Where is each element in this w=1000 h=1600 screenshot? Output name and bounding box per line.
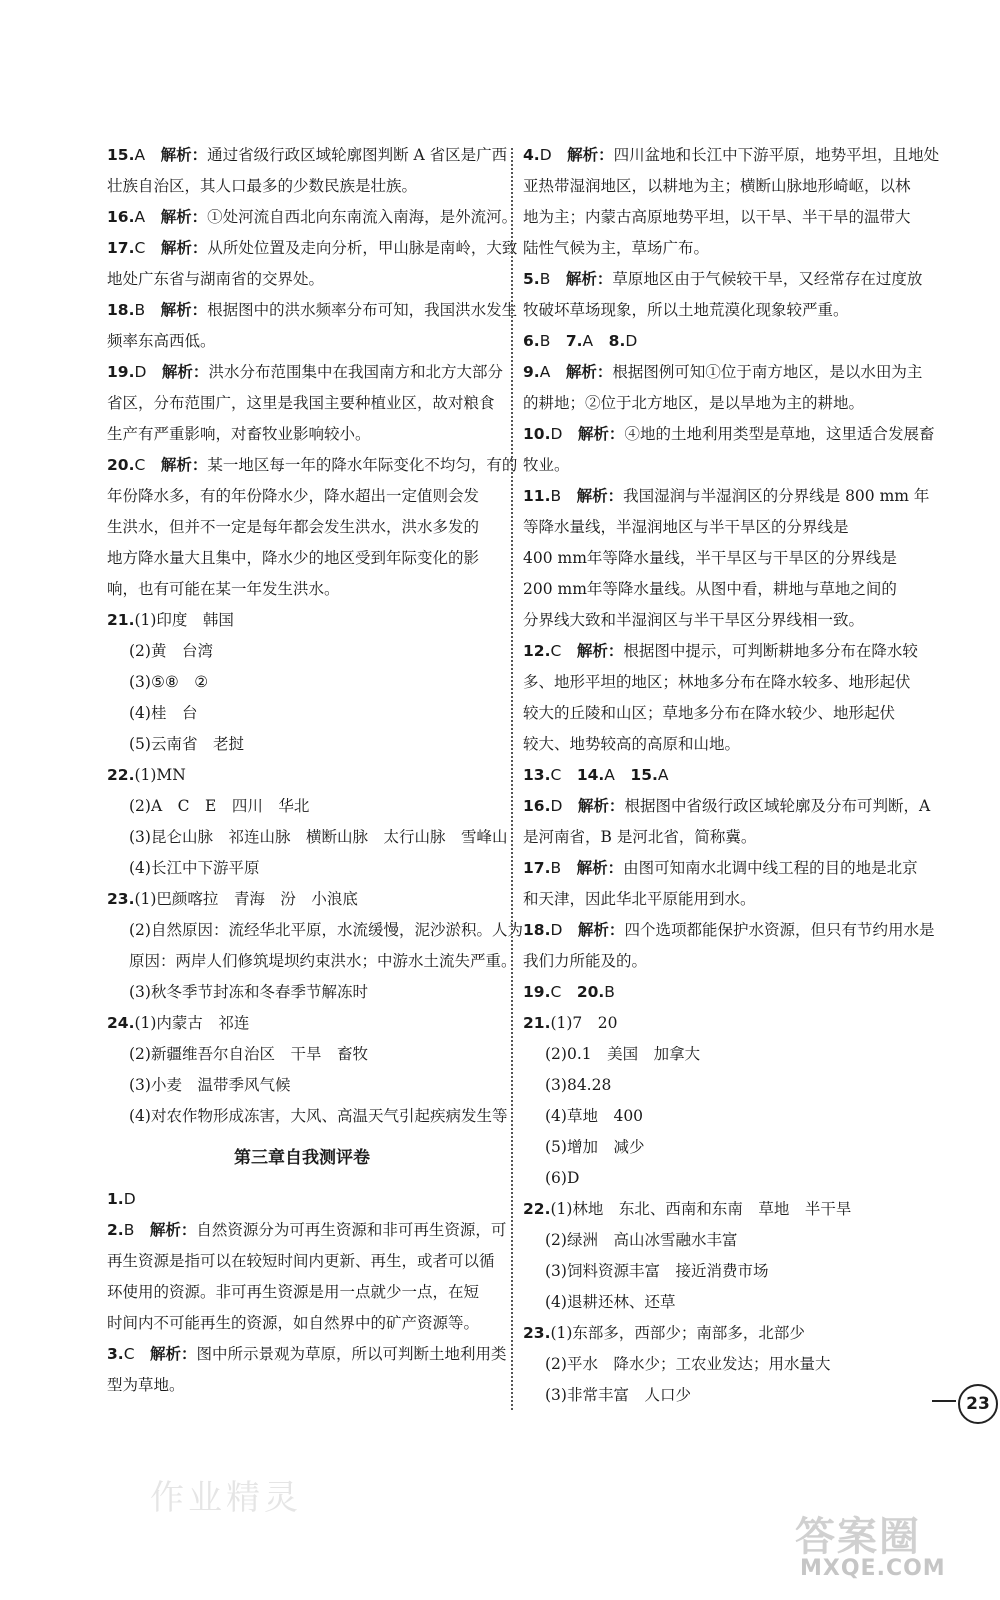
answer-line: [523, 884, 918, 915]
sub-answer-entry: [523, 1318, 918, 1411]
sub-answer-line: [107, 1101, 508, 1132]
sub-answer-entry: [107, 884, 523, 1008]
sub-answer-text: (4)长江中下游平原: [129, 859, 260, 877]
answer-line: [107, 1308, 497, 1339]
sub-answer-line: [107, 1070, 497, 1101]
question-number: 23.: [107, 890, 135, 908]
explanation-text: 再生资源是指可以在较短时间内更新、再生，或者可以循: [107, 1252, 495, 1270]
sub-answer-text: (1)MN: [134, 766, 186, 784]
explanation-text: 环使用的资源。非可再生资源是用一点就少一点，在短: [107, 1283, 480, 1301]
answer-choice: C: [123, 1345, 135, 1363]
question-number: 23.: [523, 1324, 551, 1342]
analysis-label: 解析：: [160, 456, 208, 474]
sub-answer-text: (3)小麦 温带季风气候: [129, 1076, 291, 1094]
analysis-label: 解析：: [576, 642, 624, 660]
question-number: 21.: [107, 611, 135, 629]
answer-entry: [523, 853, 918, 915]
sub-answer-text: (1)内蒙古 祁连: [134, 1014, 250, 1032]
sub-answer-line: [107, 884, 497, 915]
explanation-text: 草原地区由于气候较干旱，又经常存在过度放: [612, 270, 923, 288]
answer-line: [107, 450, 518, 481]
answer-entry: [523, 419, 935, 481]
analysis-label: 解析：: [577, 425, 625, 443]
sub-answer-line: [523, 1287, 918, 1318]
answer-line: [107, 202, 518, 233]
question-number: 18.: [523, 921, 551, 939]
explanation-text: 通过省级行政区域轮廓图判断 A 省区是广西: [207, 146, 508, 164]
answer-line: [523, 543, 918, 574]
explanation-text: ④地的土地利用类型是草地，这里适合发展畜: [624, 425, 935, 443]
answer-line: [107, 512, 497, 543]
sub-answer-text: (3)84.28: [545, 1076, 612, 1094]
answer-line: [107, 1370, 497, 1401]
sub-answer-line: [523, 1039, 918, 1070]
answer-line: [107, 481, 497, 512]
answer-line: [523, 357, 923, 388]
sub-answer-text: (2)新疆维吾尔自治区 干旱 畜牧: [129, 1045, 368, 1063]
answer-choice: D: [550, 797, 563, 815]
answer-line: [523, 295, 918, 326]
sub-answer-text: 原因：两岸人们修筑堤坝约束洪水；中游水土流失严重。: [129, 952, 517, 970]
answer-choice: C: [550, 642, 562, 660]
explanation-text: 壮族自治区，其人口最多的少数民族是壮族。: [107, 177, 418, 195]
explanation-text: 由图可知南水北调中线工程的目的地是北京: [623, 859, 918, 877]
sub-answer-entry: [523, 1008, 918, 1194]
explanation-text: 是河南省，B 是河北省，简称冀。: [523, 828, 757, 846]
answer-choice: B: [123, 1221, 135, 1239]
answer-choice: B: [539, 332, 551, 350]
explanation-text: 地处广东省与湖南省的交界处。: [107, 270, 325, 288]
sub-answer-entry: [107, 605, 497, 760]
explanation-text: 洪水分布范围集中在我国南方和北方大部分: [208, 363, 503, 381]
analysis-label: 解析：: [160, 208, 208, 226]
explanation-text: 型为草地。: [107, 1376, 185, 1394]
question-number: 20.: [576, 983, 605, 1001]
answer-line: [523, 822, 918, 853]
short-answers-row: [107, 1184, 497, 1215]
answer-choice: B: [604, 983, 615, 1001]
watermark-url: MXQE.COM: [800, 1556, 946, 1581]
sub-answer-text: (6)D: [545, 1169, 580, 1187]
sub-answer-line: [107, 977, 497, 1008]
question-number: 15.: [630, 766, 658, 784]
sub-answer-text: (1)东部多，西部少；南部多，北部少: [550, 1324, 805, 1342]
answer-entry: [107, 357, 503, 450]
answer-line: [523, 977, 918, 1008]
question-number: 17.: [107, 239, 135, 257]
sub-answer-line: [107, 729, 497, 760]
sub-answer-text: (2)平水 降水少；工农业发达；用水量大: [545, 1355, 831, 1373]
answer-choice: D: [539, 146, 552, 164]
page-number-dash: [932, 1400, 956, 1402]
explanation-text: 的耕地；②位于北方地区，是以旱地为主的耕地。: [523, 394, 865, 412]
explanation-text: 省区，分布范围广，这里是我国主要种植业区，故对粮食: [107, 394, 495, 412]
sub-answer-text: (5)增加 减少: [545, 1138, 645, 1156]
explanation-text: 生洪水，但并不一定是每年都会发生洪水，洪水多发的: [107, 518, 480, 536]
answer-line: [523, 264, 923, 295]
answer-line: [107, 140, 508, 171]
explanation-text: 地为主；内蒙古高原地势平坦，以干旱、半干旱的温带大: [523, 208, 911, 226]
question-number: 15.: [107, 146, 135, 164]
right-column: [523, 140, 940, 1411]
question-number: 19.: [107, 363, 135, 381]
question-number: 7.: [565, 332, 583, 350]
question-number: 16.: [107, 208, 135, 226]
answer-choice: A: [134, 208, 146, 226]
answer-line: [523, 512, 918, 543]
analysis-label: 解析：: [576, 859, 624, 877]
question-number: 10.: [523, 425, 551, 443]
answer-line: [107, 171, 497, 202]
explanation-text: 生产有严重影响，对畜牧业影响较小。: [107, 425, 371, 443]
sub-answer-text: (1)林地 东北、西南和东南 草地 半干旱: [550, 1200, 852, 1218]
explanation-text: 从所处位置及走向分析，甲山脉是南岭，大致: [207, 239, 518, 257]
sub-answer-entry: [107, 1008, 508, 1132]
answer-choice: D: [134, 363, 147, 381]
explanation-text: 较大的丘陵和山区；草地多分布在降水较少、地形起伏: [523, 704, 896, 722]
question-number: 1.: [107, 1190, 124, 1208]
sub-answer-text: (4)对农作物形成冻害，大风、高温天气引起疾病发生等: [129, 1107, 508, 1125]
answer-line: [523, 326, 918, 357]
sub-answer-text: (2)绿洲 高山冰雪融水丰富: [545, 1231, 738, 1249]
analysis-label: 解析：: [150, 1345, 197, 1363]
explanation-text: 我国湿润与半湿润区的分界线是 800 mm 年: [623, 487, 930, 505]
explanation-text: 牧业。: [523, 456, 570, 474]
sub-answer-line: [523, 1163, 918, 1194]
analysis-label: 解析：: [577, 921, 625, 939]
question-number: 5.: [523, 270, 540, 288]
answer-entry: [523, 357, 923, 419]
answer-line: [523, 915, 935, 946]
answer-line: [523, 791, 931, 822]
explanation-text: 200 mm年等降水量线。从图中看，耕地与草地之间的: [523, 580, 897, 598]
sub-answer-text: (3)⑤⑧ ②: [129, 673, 209, 691]
explanation-text: 四个选项都能保护水资源，但只有节约用水是: [624, 921, 935, 939]
explanation-text: 四川盆地和长江中下游平原，地势平坦，且地处: [613, 146, 940, 164]
answer-line: [107, 1277, 497, 1308]
sub-answer-line: [107, 915, 523, 946]
answer-choice: D: [550, 425, 563, 443]
answer-line: [107, 1215, 507, 1246]
explanation-text: 根据图中提示，可判断耕地多分布在降水较: [623, 642, 918, 660]
question-number: 8.: [608, 332, 626, 350]
explanation-text: 年份降水多，有的年份降水少，降水超出一定值则会发: [107, 487, 480, 505]
left-column: [107, 140, 523, 1401]
sub-answer-text: (1)巴颜喀拉 青海 汾 小浪底: [134, 890, 358, 908]
sub-answer-line: [107, 791, 497, 822]
sub-answer-line: [523, 1008, 918, 1039]
question-number: 3.: [107, 1345, 124, 1363]
question-number: 22.: [523, 1200, 551, 1218]
explanation-text: 图中所示景观为草原，所以可判断土地利用类: [196, 1345, 507, 1363]
answer-entry: [107, 233, 518, 295]
answer-line: [107, 1184, 497, 1215]
answer-entry: [107, 1215, 507, 1339]
sub-answer-text: (2)黄 台湾: [129, 642, 213, 660]
answer-line: [523, 636, 918, 667]
analysis-label: 解析：: [161, 363, 209, 381]
sub-answer-line: [523, 1225, 918, 1256]
watermark-logo: 答案圈: [795, 1514, 921, 1560]
sub-answer-line: [107, 636, 497, 667]
answer-choice: C: [134, 456, 146, 474]
answer-line: [523, 574, 918, 605]
explanation-text: 时间内不可能再生的资源，如自然界中的矿产资源等。: [107, 1314, 480, 1332]
explanation-text: 分界线大致和半湿润区与半干旱区分界线相一致。: [523, 611, 865, 629]
answer-line: [523, 667, 918, 698]
question-number: 9.: [523, 363, 540, 381]
question-number: 4.: [523, 146, 540, 164]
question-number: 20.: [107, 456, 135, 474]
sub-answer-line: [107, 853, 497, 884]
section-heading: 第三章自我测评卷: [234, 1148, 370, 1168]
explanation-text: ①处河流自西北向东南流入南海，是外流河。: [207, 208, 518, 226]
answer-entry: [107, 1339, 507, 1401]
answer-line: [523, 760, 918, 791]
explanation-text: 根据图中省级行政区域轮廓及分布可判断，A: [624, 797, 931, 815]
explanation-text: 根据图中的洪水频率分布可知，我国洪水发生: [207, 301, 518, 319]
explanation-text: 较大、地势较高的高原和山地。: [523, 735, 741, 753]
question-number: 13.: [523, 766, 551, 784]
explanation-text: 我们力所能及的。: [523, 952, 648, 970]
sub-answer-line: [523, 1256, 918, 1287]
explanation-text: 地方降水量大且集中，降水少的地区受到年际变化的影: [107, 549, 480, 567]
answer-choice: B: [134, 301, 146, 319]
analysis-label: 解析：: [565, 270, 613, 288]
answer-line: [107, 419, 497, 450]
answer-line: [523, 729, 918, 760]
explanation-text: 400 mm年等降水量线，半干旱区与干旱区的分界线是: [523, 549, 897, 567]
answer-line: [107, 326, 497, 357]
explanation-text: 牧破坏草场现象，所以土地荒漠化现象较严重。: [523, 301, 849, 319]
sub-answer-line: [107, 605, 497, 636]
answer-entry: [107, 295, 518, 357]
answer-line: [523, 698, 918, 729]
sub-answer-line: [523, 1194, 918, 1225]
sub-answer-line: [523, 1318, 918, 1349]
answer-line: [107, 543, 497, 574]
sub-answer-text: (1)印度 韩国: [134, 611, 234, 629]
analysis-label: 解析：: [160, 239, 208, 257]
answer-choice: D: [123, 1190, 136, 1208]
sub-answer-text: (4)草地 400: [545, 1107, 644, 1125]
explanation-text: 频率东高西低。: [107, 332, 216, 350]
explanation-text: 某一地区每一年的降水年际变化不均匀，有的: [207, 456, 518, 474]
question-number: 6.: [523, 332, 540, 350]
sub-answer-line: [523, 1380, 918, 1411]
answer-line: [523, 202, 918, 233]
sub-answer-line: [107, 1039, 497, 1070]
sub-answer-line: [107, 822, 508, 853]
answer-choice: A: [657, 766, 669, 784]
answer-line: [523, 388, 918, 419]
question-number: 24.: [107, 1014, 135, 1032]
answer-choice: A: [582, 332, 594, 350]
sub-answer-entry: [107, 760, 508, 884]
question-number: 17.: [523, 859, 551, 877]
answer-choice: A: [604, 766, 615, 784]
question-number: 2.: [107, 1221, 124, 1239]
answer-entry: [523, 791, 931, 853]
explanation-text: 根据图例可知①位于南方地区，是以水田为主: [612, 363, 923, 381]
answer-line: [523, 233, 918, 264]
sub-answer-line: [523, 1101, 918, 1132]
answer-entry: [523, 481, 930, 636]
analysis-label: 解析：: [567, 146, 614, 164]
sub-answer-text: (1)7 20: [550, 1014, 618, 1032]
explanation-text: 多、地形平坦的地区；林地多分布在降水较多、地形起伏: [523, 673, 911, 691]
answer-line: [107, 357, 503, 388]
answer-line: [523, 481, 930, 512]
column-divider: [511, 148, 513, 1410]
sub-answer-line: [107, 760, 497, 791]
question-number: 18.: [107, 301, 135, 319]
answer-choice: C: [550, 983, 562, 1001]
answer-entry: [523, 915, 935, 977]
answer-choice: B: [539, 270, 551, 288]
sub-answer-line: [523, 1349, 918, 1380]
watermark-zuoye: 作业精灵: [150, 1478, 302, 1518]
sub-answer-text: (5)云南省 老挝: [129, 735, 244, 753]
answer-choice: A: [134, 146, 146, 164]
answer-line: [523, 140, 940, 171]
answer-choice: A: [539, 363, 551, 381]
answer-choice: C: [134, 239, 146, 257]
question-number: 16.: [523, 797, 551, 815]
answer-line: [107, 264, 497, 295]
answer-line: [107, 574, 497, 605]
sub-answer-text: (4)桂 台: [129, 704, 198, 722]
sub-answer-text: (3)非常丰富 人口少: [545, 1386, 691, 1404]
answer-entry: [107, 450, 518, 605]
answer-choice: B: [550, 859, 562, 877]
answer-choice: C: [550, 766, 562, 784]
answer-choice: D: [625, 332, 638, 350]
short-answers-row: [523, 760, 918, 791]
answer-line: [523, 853, 918, 884]
answer-entry: [107, 202, 518, 233]
sub-answer-text: (3)饲料资源丰富 接近消费市场: [545, 1262, 769, 1280]
sub-answer-text: (3)秋冬季节封冻和冬春季节解冻时: [129, 983, 368, 1001]
analysis-label: 解析：: [149, 1221, 197, 1239]
answer-line: [523, 171, 918, 202]
answer-line: [107, 233, 518, 264]
answer-entry: [523, 140, 940, 264]
sub-answer-text: (2)A C E 四川 华北: [129, 797, 310, 815]
answer-line: [523, 605, 918, 636]
question-number: 21.: [523, 1014, 551, 1032]
explanation-text: 自然资源分为可再生资源和非可再生资源，可: [196, 1221, 507, 1239]
question-number: 11.: [523, 487, 551, 505]
short-answers-row: [523, 326, 918, 357]
analysis-label: 解析：: [576, 487, 624, 505]
answer-entry: [523, 264, 923, 326]
sub-answer-text: (4)退耕还林、还草: [545, 1293, 676, 1311]
sub-answer-line: [523, 1070, 918, 1101]
sub-answer-entry: [523, 1194, 918, 1318]
explanation-text: 响，也有可能在某一年发生洪水。: [107, 580, 340, 598]
sub-answer-text: (2)自然原因：流经华北平原，水流缓慢，泥沙淤积。人为: [129, 921, 523, 939]
answer-line: [107, 1339, 507, 1370]
sub-answer-text: (3)昆仑山脉 祁连山脉 横断山脉 太行山脉 雪峰山: [129, 828, 508, 846]
analysis-label: 解析：: [160, 146, 208, 164]
answer-line: [523, 450, 918, 481]
explanation-text: 陆性气候为主，草场广布。: [523, 239, 710, 257]
question-number: 19.: [523, 983, 551, 1001]
sub-answer-text: (2)0.1 美国 加拿大: [545, 1045, 701, 1063]
answer-entry: [107, 140, 508, 202]
answer-choice: D: [550, 921, 563, 939]
answer-line: [107, 295, 518, 326]
question-number: 22.: [107, 766, 135, 784]
explanation-text: 等降水量线，半湿润地区与半干旱区的分界线是: [523, 518, 849, 536]
sub-answer-line: [107, 1008, 497, 1039]
answer-line: [107, 388, 497, 419]
page-number: 23: [958, 1384, 998, 1424]
sub-answer-line: [107, 946, 517, 977]
explanation-text: 和天津，因此华北平原能用到水。: [523, 890, 756, 908]
question-number: 12.: [523, 642, 551, 660]
analysis-label: 解析：: [160, 301, 208, 319]
analysis-label: 解析：: [577, 797, 625, 815]
question-number: 14.: [576, 766, 605, 784]
explanation-text: 亚热带湿润地区，以耕地为主；横断山脉地形崎岖，以林: [523, 177, 911, 195]
short-answers-row: [523, 977, 918, 1008]
sub-answer-line: [107, 698, 497, 729]
answer-entry: [523, 636, 918, 760]
sub-answer-line: [523, 1132, 918, 1163]
answer-line: [107, 1246, 497, 1277]
answer-choice: B: [550, 487, 562, 505]
answer-line: [523, 946, 918, 977]
sub-answer-line: [107, 667, 497, 698]
answer-line: [523, 419, 935, 450]
analysis-label: 解析：: [565, 363, 613, 381]
